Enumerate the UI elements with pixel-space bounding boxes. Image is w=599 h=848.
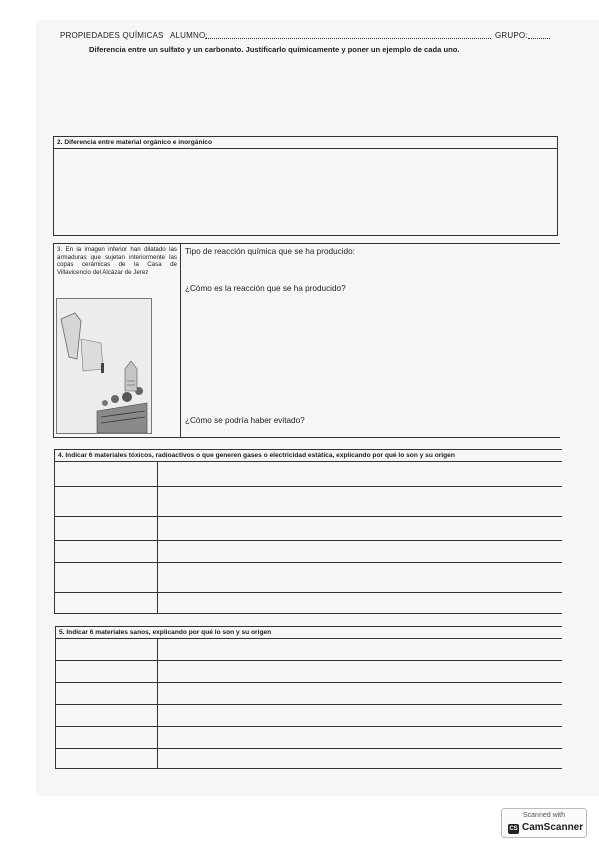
- building-photo: [56, 298, 152, 434]
- question-2-answer-area[interactable]: [54, 150, 557, 235]
- question-3-left-border: [53, 243, 54, 437]
- question-4-box: [54, 449, 562, 614]
- subject-label: PROPIEDADES QUÍMICAS: [60, 31, 164, 40]
- student-name-field[interactable]: [205, 38, 491, 39]
- question-2-title: 2. Diferencia entre material orgánico e inorgánico: [54, 137, 557, 149]
- question-4-column-divider: [157, 462, 158, 613]
- question-4-row-line: [55, 540, 562, 541]
- watermark-brand: CamScanner: [522, 822, 584, 833]
- question-3-divider: [180, 243, 181, 437]
- building-image: [57, 299, 151, 433]
- question-5-row-line: [56, 726, 562, 727]
- question-5-row-line: [56, 660, 562, 661]
- scanner-watermark: [501, 808, 587, 838]
- student-label: ALUMNO:: [170, 31, 208, 40]
- question-5-row-line: [56, 704, 562, 705]
- question-4-row-line: [55, 592, 562, 593]
- question-5-row-line: [56, 682, 562, 683]
- question-1-answer-area[interactable]: [60, 60, 560, 132]
- reaction-avoid-question: ¿Cómo se podría haber evitado?: [185, 416, 305, 425]
- question-1-text: Diferencia entre un sulfato y un carbonato. Justificarlo químicamente y poner un ejemplo de cada uno.: [89, 45, 460, 54]
- question-5-row-line: [56, 748, 562, 749]
- question-5-box: [55, 626, 562, 769]
- question-3-description: 3. En la imagen inferior han dilatado las armaduras que sujetan interiormente las copas cerámicas de la Casa de Villavicencio del Alcázar de Jerez: [57, 246, 177, 276]
- question-3-bottom-border: [53, 437, 560, 438]
- question-4-title: 4. Indicar 6 materiales tóxicos, radioactivos o que generen gases o electricidad estática, explicando por qué lo son y su origen: [55, 450, 562, 462]
- question-4-row-line: [55, 486, 562, 487]
- watermark-caption: Scanned with: [522, 812, 566, 819]
- camscanner-logo-icon: CS: [509, 826, 518, 832]
- question-3-top-border: [53, 243, 560, 244]
- question-2-box: [53, 136, 558, 236]
- reaction-type-question: Tipo de reacción química que se ha producido:: [185, 247, 355, 256]
- group-field[interactable]: [528, 38, 550, 39]
- question-4-row-line: [55, 562, 562, 563]
- question-4-row-line: [55, 516, 562, 517]
- group-label: GRUPO:: [495, 31, 528, 40]
- reaction-how-question: ¿Cómo es la reacción que se ha producido?: [185, 284, 346, 293]
- question-5-title: 5. Indicar 6 materiales sanos, explicando por qué lo son y su origen: [56, 627, 562, 639]
